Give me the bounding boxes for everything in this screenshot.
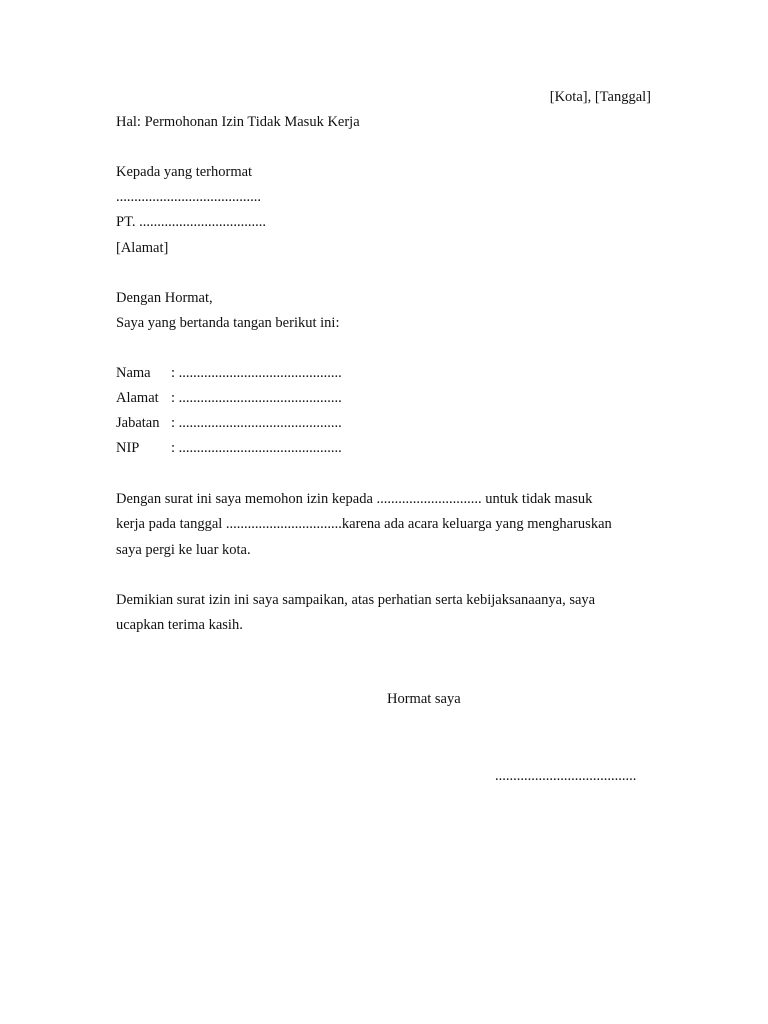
recipient-address: [Alamat]	[116, 240, 169, 256]
body-paragraph-line: saya pergi ke luar kota.	[116, 542, 251, 558]
field-value: : .............................................	[171, 390, 342, 406]
signature-line: .......................................	[495, 768, 637, 784]
field-value: : .............................................	[171, 440, 342, 456]
recipient-company: PT. ...................................	[116, 214, 266, 230]
field-label: NIP	[116, 440, 140, 456]
letter-subject: Hal: Permohonan Izin Tidak Masuk Kerja	[116, 114, 360, 130]
field-label: Jabatan	[116, 415, 160, 431]
field-row-alamat	[116, 389, 342, 407]
body-paragraph-line: Dengan surat ini saya memohon izin kepada ............................. untuk tidak masuk	[116, 491, 593, 507]
field-label: Alamat	[116, 390, 159, 406]
recipient-name-blank: ........................................	[116, 189, 261, 205]
intro-text: Saya yang bertanda tangan berikut ini:	[116, 315, 340, 331]
closing-paragraph-line: Demikian surat izin ini saya sampaikan, atas perhatian serta kebijaksanaanya, saya	[116, 592, 596, 608]
field-row-nama	[116, 364, 342, 382]
closing-paragraph-line: ucapkan terima kasih.	[116, 617, 243, 633]
sign-off: Hormat saya	[387, 691, 461, 707]
field-row-jabatan	[116, 414, 342, 432]
place-date: [Kota], [Tanggal]	[549, 89, 651, 105]
greeting: Dengan Hormat,	[116, 290, 213, 306]
field-value: : .............................................	[171, 365, 342, 381]
field-row-nip	[116, 439, 342, 457]
body-paragraph-line: kerja pada tanggal ................................karena ada acara keluarga yang mengharuskan	[116, 516, 612, 532]
field-label: Nama	[116, 365, 151, 381]
field-value: : .............................................	[171, 415, 342, 431]
recipient-salutation: Kepada yang terhormat	[116, 164, 253, 180]
